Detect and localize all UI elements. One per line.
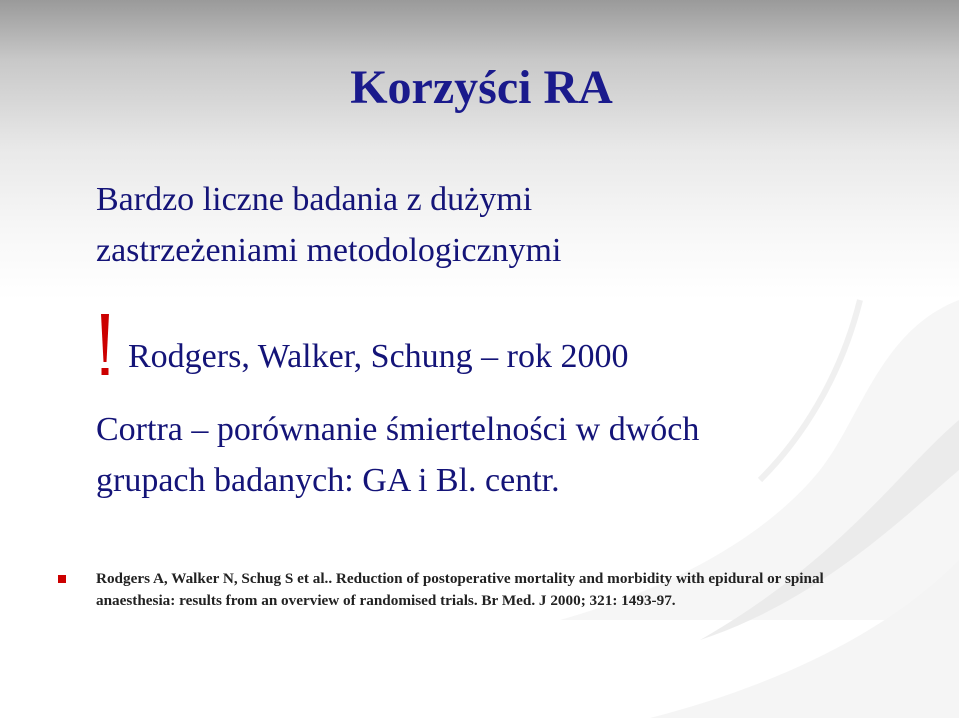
- square-bullet-icon: [58, 575, 66, 583]
- statement-line-1: Bardzo liczne badania z dużymi: [96, 181, 533, 218]
- study-heading: Rodgers, Walker, Schung – rok 2000: [128, 338, 629, 375]
- reference-citation: Rodgers A, Walker N, Schug S et al.. Reduction of postoperative mortality and morbidity with epidural or spinal anaesthesia: results from an overview of randomised trials. Br Med. J 2000; 321: 1493-97.: [96, 570, 824, 609]
- exclamation-icon: [95, 312, 115, 384]
- study-description-line-2: grupach badanych: GA i Bl. centr.: [96, 462, 560, 499]
- slide-title: Korzyści RA: [350, 61, 613, 114]
- statement-line-2: zastrzeżeniami metodologicznymi: [96, 232, 562, 269]
- study-description-line-1: Cortra – porównanie śmiertelności w dwóch: [96, 411, 700, 448]
